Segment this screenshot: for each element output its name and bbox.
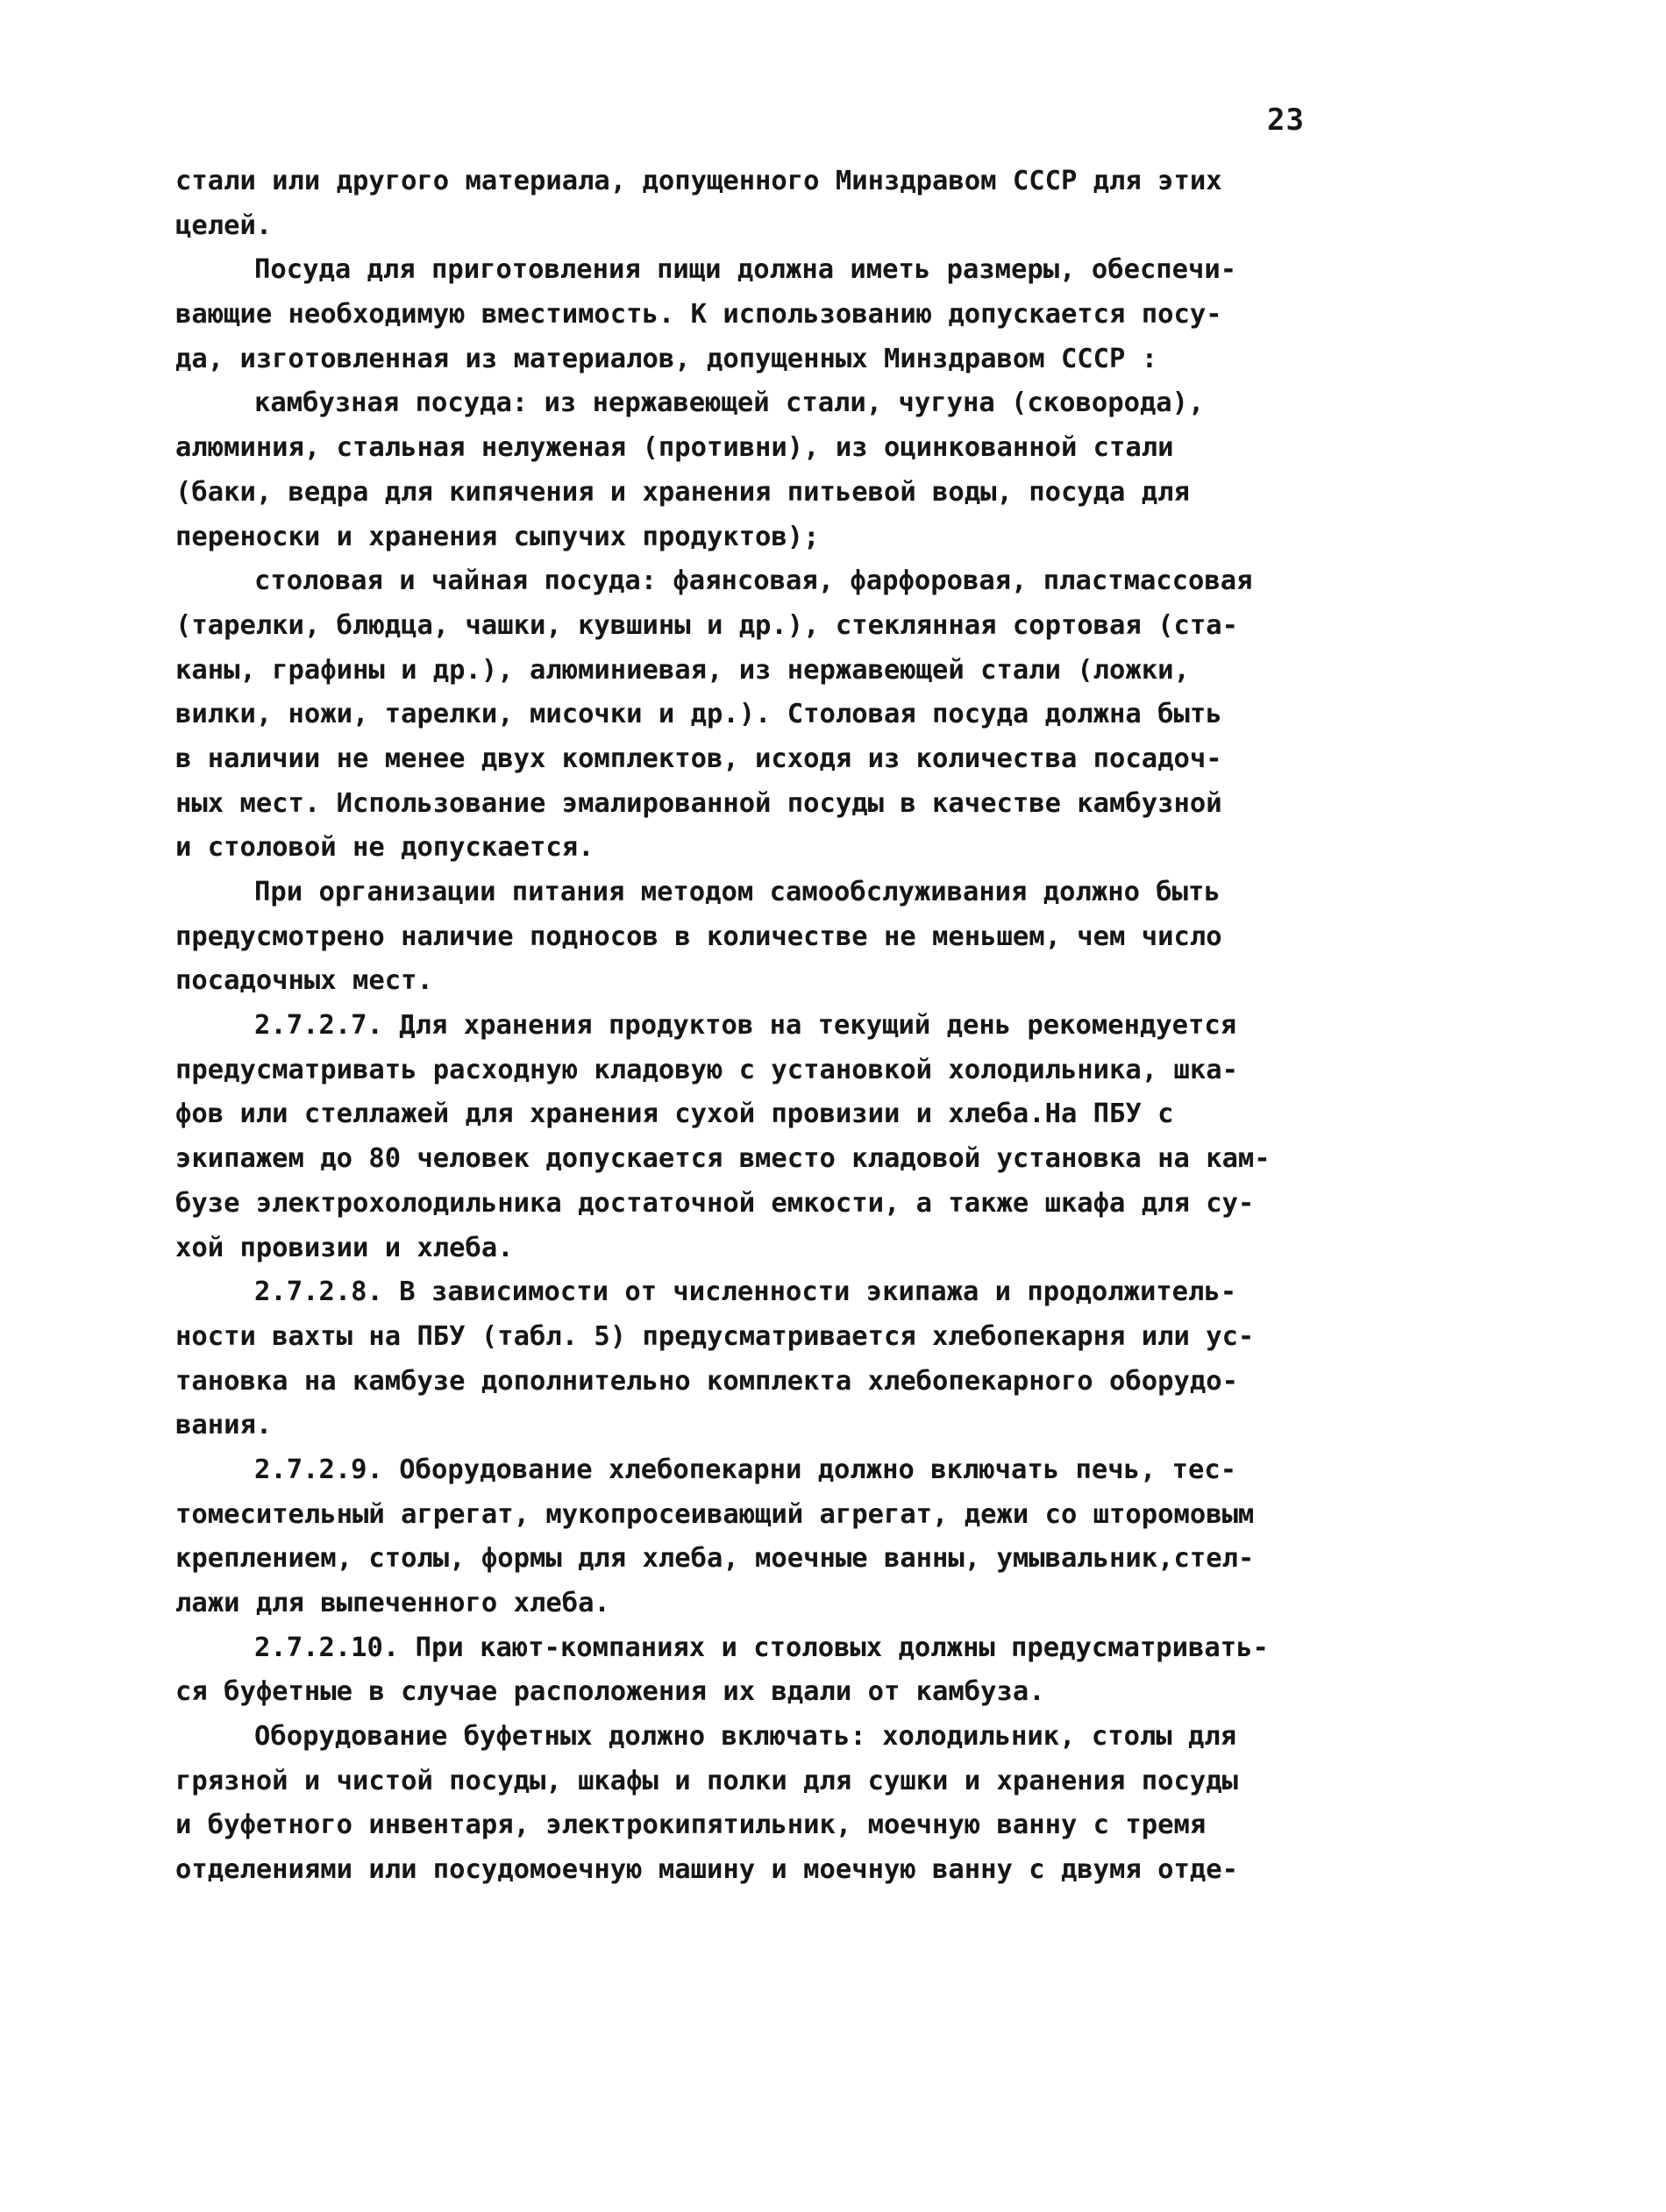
text-line: томесительный агрегат, мукопросеивающий агрегат, дежи со шторомовым <box>175 1498 1255 1530</box>
text-line: вающие необходимую вместимость. К использованию допускается посу- <box>175 299 1222 331</box>
text-line: 2.7.2.8. В зависимости от численности экипажа и продолжитель- <box>254 1277 1237 1308</box>
text-line: Оборудование буфетных должно включать: холодильник, столы для <box>254 1721 1237 1753</box>
text-line: целей. <box>175 210 273 241</box>
text-line: ся буфетные в случае расположения их вдали от камбуза. <box>175 1676 1045 1708</box>
text-line: лажи для выпеченного хлеба. <box>175 1588 610 1618</box>
text-line: переноски и хранения сыпучих продуктов); <box>175 521 820 552</box>
text-line: и буфетного инвентаря, электрокипятильник, моечную ванну с тремя <box>175 1810 1207 1841</box>
text-line: тановка на камбузе дополнительно комплекта хлебопекарного оборудо- <box>175 1365 1238 1397</box>
text-line: бузе электрохолодильника достаточной емкости, а также шкафа для су- <box>175 1187 1255 1219</box>
text-line: ности вахты на ПБУ (табл. 5) предусматривается хлебопекарня или ус- <box>175 1320 1255 1352</box>
text-line: предусматривать расходную кладовую с установкой холодильника, шка- <box>175 1054 1238 1085</box>
text-line: креплением, столы, формы для хлеба, моечные ванны, умывальник,стел- <box>175 1543 1255 1575</box>
page-number: 23 <box>1267 103 1305 138</box>
body-text <box>175 160 1403 1893</box>
text-line: столовая и чайная посуда: фаянсовая, фарфоровая, пластмассовая <box>254 565 1253 597</box>
text-line: и столовой не допускается. <box>175 832 594 864</box>
text-line: При организации питания методом самообслуживания должно быть <box>254 877 1221 907</box>
text-line: 2.7.2.7. Для хранения продуктов на текущий день рекомендуется <box>254 1010 1237 1042</box>
text-line: стали или другого материала, допущенного Минздравом СССР для этих <box>175 166 1222 196</box>
text-line: ных мест. Использование эмалированной посуды в качестве камбузной <box>175 787 1222 819</box>
text-line: камбузная посуда: из нержавеющей стали, чугуна (сковорода), <box>254 388 1205 419</box>
text-line: экипажем до 80 человек допускается вместо кладовой установка на кам- <box>175 1143 1271 1175</box>
text-line: вания. <box>175 1410 273 1441</box>
text-line: (тарелки, блюдца, чашки, кувшины и др.), стеклянная сортовая (ста- <box>175 609 1238 641</box>
text-line: грязной и чистой посуды, шкафы и полки для сушки и хранения посуды <box>175 1765 1238 1796</box>
text-line: посадочных мест. <box>175 965 433 997</box>
text-line: 2.7.2.9. Оборудование хлебопекарни должно включать печь, тес- <box>254 1454 1237 1485</box>
text-line: предусмотрено наличие подносов в количестве не меньшем, чем число <box>175 921 1222 952</box>
text-line: каны, графины и др.), алюминиевая, из нержавеющей стали (ложки, <box>175 654 1190 686</box>
text-line: фов или стеллажей для хранения сухой провизии и хлеба.На ПБУ с <box>175 1099 1174 1130</box>
text-line: отделениями или посудомоечную машину и моечную ванну с двумя отде- <box>175 1854 1238 1886</box>
text-line: Посуда для приготовления пищи должна иметь размеры, обеспечи- <box>254 254 1237 286</box>
text-line: да, изготовленная из материалов, допущенных Минздравом СССР : <box>175 343 1158 374</box>
text-line: в наличии не менее двух комплектов, исходя из количества посадоч- <box>175 743 1222 774</box>
text-line: 2.7.2.10. При кают-компаниях и столовых должны предусматривать- <box>254 1632 1269 1663</box>
text-line: алюминия, стальная нелуженая (противни), из оцинкованной стали <box>175 432 1174 464</box>
text-line: вилки, ножи, тарелки, мисочки и др.). Столовая посуда должна быть <box>175 699 1222 730</box>
text-line: (баки, ведра для кипячения и хранения питьевой воды, посуда для <box>175 476 1190 508</box>
text-line: хой провизии и хлеба. <box>175 1232 514 1263</box>
